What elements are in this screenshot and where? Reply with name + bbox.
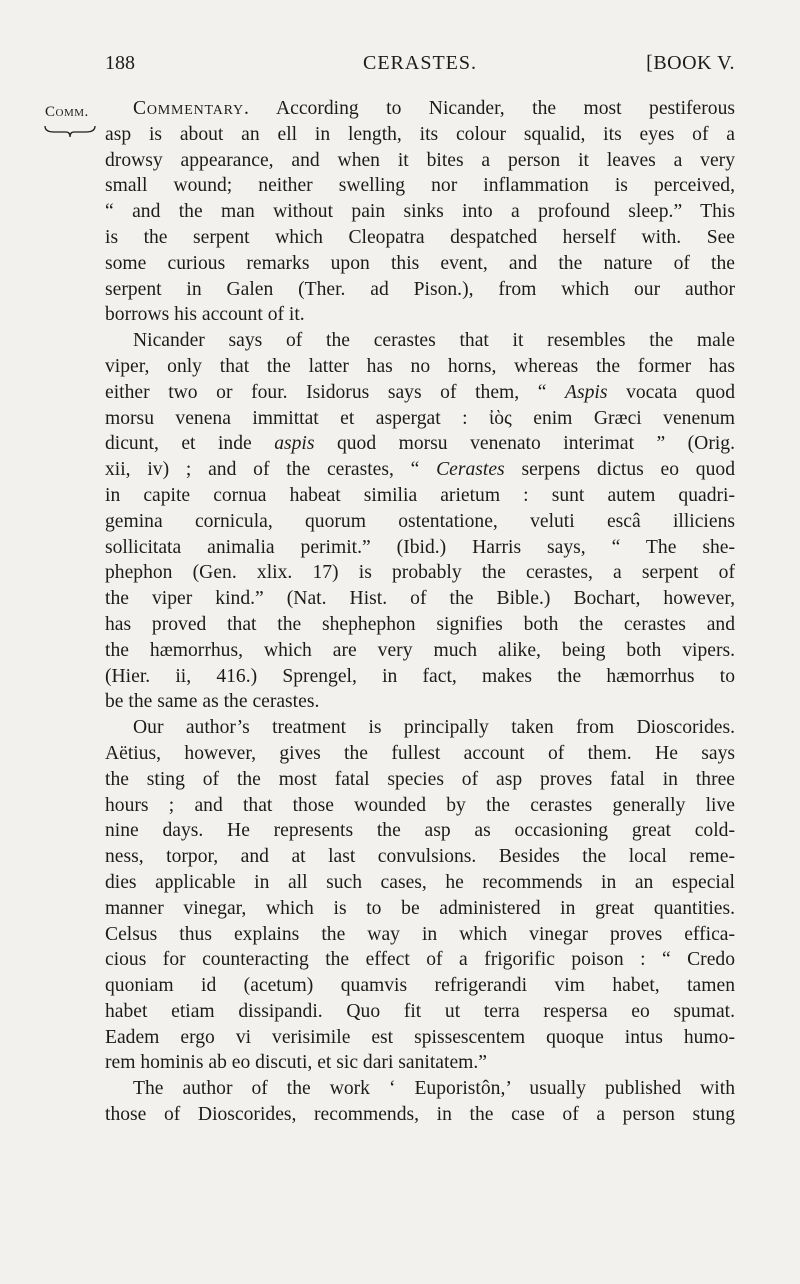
text-line: [105, 947, 735, 973]
text-run: the hæmorrhus, which are very much alike, being both vipers.: [105, 639, 735, 661]
italic-term: aspis: [274, 433, 315, 455]
text-line: [105, 328, 735, 354]
running-title: CERASTES.: [362, 52, 478, 74]
text-run: habet etiam dissipandi. Quo fit ut terra respersa eo spumat.: [105, 1000, 735, 1022]
text-line: [105, 457, 735, 483]
text-line: [105, 586, 735, 612]
text-line: [105, 483, 735, 509]
margin-note: Comm.: [45, 104, 89, 120]
text-run: in capite cornua habeat similia arietum : sunt autem quadri-: [105, 484, 735, 506]
text-run: dicunt, et inde: [105, 433, 275, 455]
text-run: drowsy appearance, and when it bites a person it leaves a very: [105, 149, 735, 171]
book-section: [BOOK V.: [646, 52, 735, 74]
text-line: [105, 225, 735, 251]
running-header: [105, 52, 735, 82]
text-line: [105, 689, 735, 715]
text-run: rem hominis ab eo discuti, et sic dari sanitatem.”: [105, 1052, 487, 1074]
text-run: “ and the man without pain sinks into a profound sleep.” This: [105, 201, 735, 223]
text-line: [105, 612, 735, 638]
text-line: [105, 870, 735, 896]
text-line: [105, 896, 735, 922]
text-line: [105, 741, 735, 767]
text-run: is the serpent which Cleopatra despatched herself with. See: [105, 226, 735, 248]
text-line: [105, 664, 735, 690]
text-run: (Hier. ii, 416.) Sprengel, in fact, makes the hæmorrhus to: [105, 665, 735, 687]
section-label: Commentary.: [133, 98, 250, 119]
text-run: quoniam id (acetum) quamvis refrigerandi vim habet, tamen: [105, 975, 735, 997]
text-run: quod morsu venenato interimat ” (Orig.: [314, 433, 735, 455]
text-run: Aëtius, however, gives the fullest account of them. He says: [105, 742, 735, 764]
text-run: Our author’s treatment is principally taken from Dioscorides.: [133, 717, 735, 739]
text-line: [105, 973, 735, 999]
text-line: [105, 1102, 735, 1128]
text-line: [105, 354, 735, 380]
text-line: [105, 251, 735, 277]
text-line: [105, 302, 735, 328]
text-run: Celsus thus explains the way in which vinegar proves effica-: [105, 923, 735, 945]
text-run: morsu venena immittat et aspergat : ἰὸς enim Græci venenum: [105, 407, 735, 429]
text-run: has proved that the shephephon signifies both the cerastes and: [105, 613, 735, 635]
text-run: either two or four. Isidorus says of them, “: [105, 381, 566, 403]
text-line: [105, 173, 735, 199]
text-run: asp is about an ell in length, its colour squalid, its eyes of a: [105, 123, 735, 145]
text-run: those of Dioscorides, recommends, in the case of a person stung: [105, 1104, 735, 1126]
text-line: [105, 818, 735, 844]
text-line: [105, 1025, 735, 1051]
text-run: phephon (Gen. xlix. 17) is probably the cerastes, a serpent of: [105, 562, 735, 584]
text-line: [105, 715, 735, 741]
text-line: [105, 999, 735, 1025]
text-run: small wound; neither swelling nor inflammation is perceived,: [105, 175, 735, 197]
text-run: Nicander says of the cerastes that it resembles the male: [133, 330, 735, 352]
text-line: [105, 380, 735, 406]
text-run: hours ; and that those wounded by the cerastes generally live: [105, 794, 735, 816]
text-line: [105, 1076, 735, 1102]
text-line: [105, 199, 735, 225]
text-run: serpent in Galen (Ther. ad Pison.), from which our author: [105, 278, 735, 300]
text-line: [105, 844, 735, 870]
text-run: sollicitata animalia perimit.” (Ibid.) Harris says, “ The she-: [105, 536, 735, 558]
text-run: the viper kind.” (Nat. Hist. of the Bible.) Bochart, however,: [105, 588, 735, 610]
text-line: [105, 96, 735, 122]
text-line: [105, 148, 735, 174]
text-line: [105, 431, 735, 457]
text-run: gemina cornicula, quorum ostentatione, veluti escâ illiciens: [105, 510, 735, 532]
text-run: Eadem ergo vi verisimile est spissescentem quoque intus humo-: [105, 1026, 735, 1048]
text-run: vocata quod: [607, 381, 735, 403]
text-line: [105, 793, 735, 819]
text-line: [105, 1050, 735, 1076]
text-line: [105, 406, 735, 432]
text-line: [105, 277, 735, 303]
text-run: cious for counteracting the effect of a frigorific poison : “ Credo: [105, 949, 735, 971]
body-text: [105, 96, 735, 1128]
text-run: According to Nicander, the most pestiferous: [249, 98, 735, 119]
text-run: the sting of the most fatal species of asp proves fatal in three: [105, 768, 735, 790]
text-line: [105, 767, 735, 793]
italic-term: Cerastes: [436, 459, 505, 481]
margin-brace-icon: [44, 124, 96, 138]
text-line: [105, 560, 735, 586]
text-run: xii, iv) ; and of the cerastes, “: [105, 459, 437, 481]
text-line: [105, 638, 735, 664]
text-run: manner vinegar, which is to be administered in great quantities.: [105, 897, 735, 919]
text-line: [105, 122, 735, 148]
text-run: ness, torpor, and at last convulsions. Besides the local reme-: [105, 846, 735, 868]
text-run: serpens dictus eo quod: [504, 459, 735, 481]
text-run: viper, only that the latter has no horns, whereas the former has: [105, 355, 735, 377]
text-run: be the same as the cerastes.: [105, 691, 320, 713]
text-line: [105, 535, 735, 561]
text-run: nine days. He represents the asp as occasioning great cold-: [105, 820, 735, 842]
text-run: The author of the work ‘ Euporistôn,’ usually published with: [133, 1078, 735, 1100]
text-line: [105, 509, 735, 535]
text-run: dies applicable in all such cases, he recommends in an especial: [105, 871, 735, 893]
italic-term: Aspis: [565, 381, 608, 403]
text-run: borrows his account of it.: [105, 304, 305, 326]
text-line: [105, 922, 735, 948]
page-number: 188: [105, 52, 135, 74]
text-run: some curious remarks upon this event, and the nature of the: [105, 252, 735, 274]
